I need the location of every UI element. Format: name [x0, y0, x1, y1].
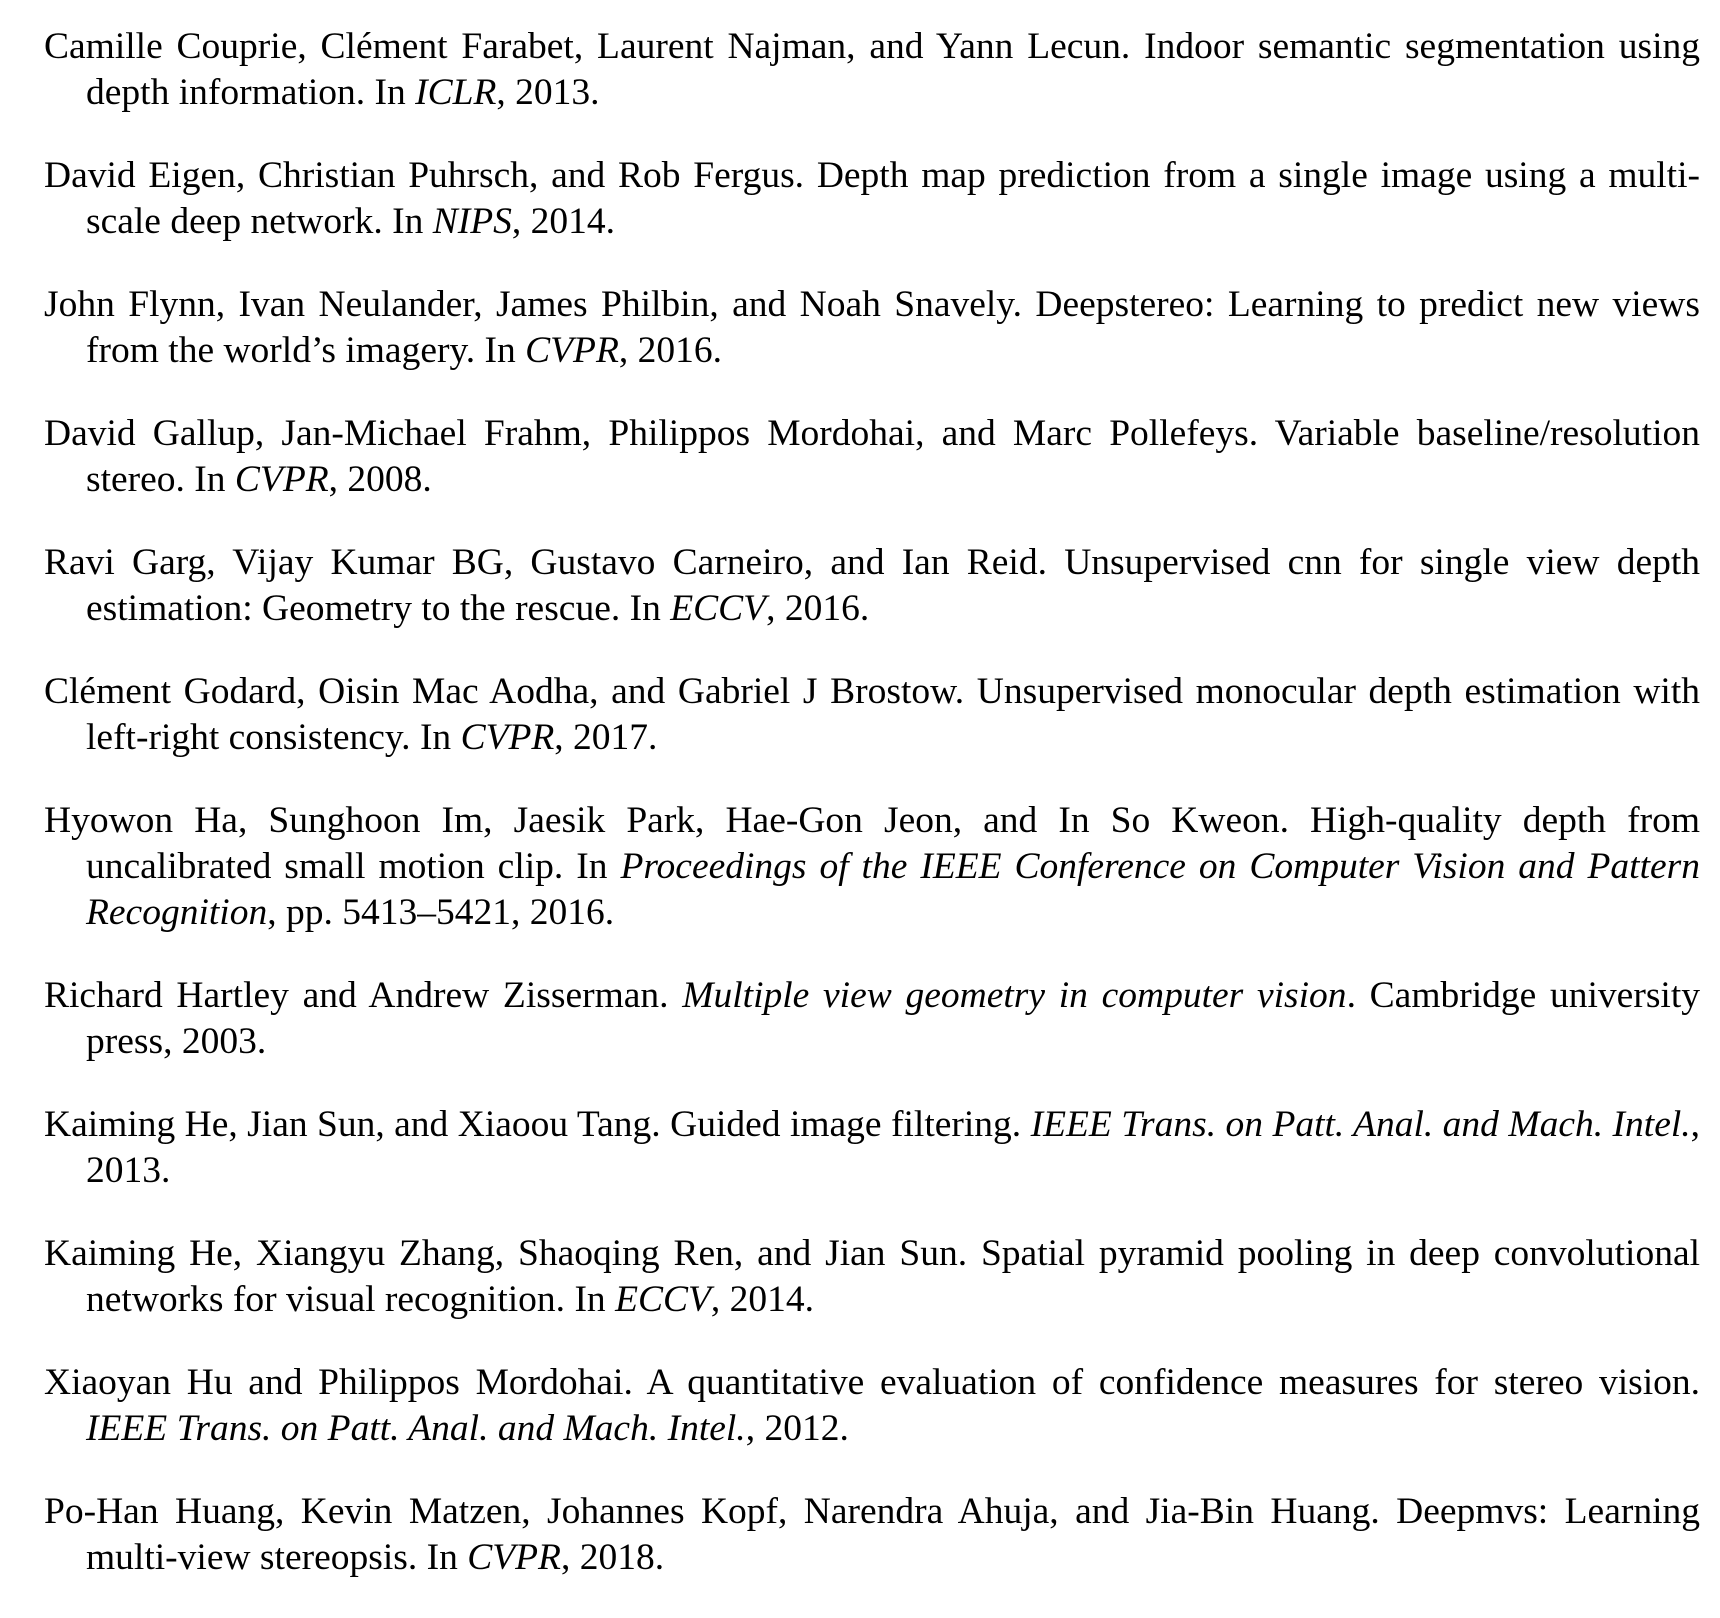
reference-list [44, 24, 1700, 1618]
reference-tail: . Cambridge university press, 2003. [86, 975, 1700, 1062]
reference-in: In [194, 459, 226, 500]
reference-in: In [576, 846, 608, 887]
reference-in: In [574, 1279, 606, 1320]
reference-tail: , 2017. [554, 717, 658, 758]
reference-title: Unsupervised cnn for single view depth estimation: Geometry to the rescue. [86, 542, 1701, 629]
reference-venue: Proceedings of the IEEE Conference on Computer Vision and Pattern Recognition [86, 846, 1700, 933]
reference-authors: Hyowon Ha, Sunghoon Im, Jaesik Park, Hae-Gon Jeon, and In So Kweon. [44, 800, 1289, 841]
reference-authors: David Gallup, Jan-Michael Frahm, Philippos Mordohai, and Marc Pollefeys. [44, 413, 1259, 454]
reference-authors: Kaiming He, Xiangyu Zhang, Shaoqing Ren, and Jian Sun. [44, 1233, 968, 1274]
reference-tail: , 2014. [710, 1279, 815, 1320]
reference-tail: , 2013. [86, 1104, 1701, 1191]
reference-authors: Xiaoyan Hu and Philippos Mordohai. [44, 1362, 633, 1403]
reference-authors: Camille Couprie, Clément Farabet, Laurent Najman, and Yann Lecun. [44, 26, 1131, 67]
reference-tail: , 2013. [496, 72, 600, 113]
reference-title: Guided image filtering. [670, 1104, 1022, 1145]
reference-entry [44, 1231, 1700, 1323]
reference-entry [44, 24, 1700, 116]
reference-title: Variable baseline/resolution stereo. [86, 413, 1700, 500]
reference-tail: , 2012. [745, 1408, 849, 1449]
reference-entry [44, 540, 1700, 632]
reference-authors: Po-Han Huang, Kevin Matzen, Johannes Kopf, Narendra Ahuja, and Jia-Bin Huang. [44, 1491, 1380, 1532]
reference-authors: Ravi Garg, Vijay Kumar BG, Gustavo Carneiro, and Ian Reid. [44, 542, 1047, 583]
reference-authors: Richard Hartley and Andrew Zisserman. [44, 975, 669, 1016]
reference-entry [44, 1489, 1700, 1581]
reference-tail: , 2008. [328, 459, 432, 500]
reference-venue: ECCV [670, 588, 767, 629]
reference-in: In [392, 201, 424, 242]
reference-entry [44, 282, 1700, 374]
reference-venue: Multiple view geometry in computer vision [682, 975, 1347, 1016]
reference-title: A quantitative evaluation of confidence measures for stereo vision. [646, 1362, 1700, 1403]
reference-entry [44, 798, 1700, 936]
reference-in: In [374, 72, 406, 113]
reference-venue: ICLR [415, 72, 497, 113]
reference-entry [44, 411, 1700, 503]
reference-venue: ECCV [615, 1279, 711, 1320]
reference-authors: David Eigen, Christian Puhrsch, and Rob Fergus. [44, 155, 805, 196]
reference-entry [44, 973, 1700, 1065]
reference-tail: , 2018. [560, 1537, 665, 1578]
reference-title: Unsupervised monocular depth estimation with left-right consistency. [86, 671, 1700, 758]
reference-authors: John Flynn, Ivan Neulander, James Philbin, and Noah Snavely. [44, 284, 1022, 325]
reference-title: Deepstereo: Learning to predict new views from the world’s imagery. [86, 284, 1700, 371]
reference-entry [44, 1102, 1700, 1194]
reference-entry [44, 1360, 1700, 1452]
reference-title: High-quality depth from uncalibrated small motion clip. [86, 800, 1700, 887]
reference-authors: Clément Godard, Oisin Mac Aodha, and Gabriel J Brostow. [44, 671, 965, 712]
reference-venue: CVPR [467, 1537, 561, 1578]
reference-in: In [484, 330, 516, 371]
reference-venue: CVPR [234, 459, 329, 500]
reference-title: Indoor semantic segmentation using depth information. [86, 26, 1700, 113]
reference-entry [44, 669, 1700, 761]
reference-in: In [426, 1537, 458, 1578]
reference-venue: IEEE Trans. on Patt. Anal. and Mach. Intel. [1030, 1104, 1691, 1145]
reference-venue: CVPR [460, 717, 555, 758]
reference-venue: IEEE Trans. on Patt. Anal. and Mach. Intel. [86, 1408, 746, 1449]
reference-entry [44, 153, 1700, 245]
reference-title: Spatial pyramid pooling in deep convolutional networks for visual recognition. [86, 1233, 1701, 1320]
reference-title: Deepmvs: Learning multi-view stereopsis. [86, 1491, 1700, 1578]
reference-tail: , 2016. [618, 330, 722, 371]
reference-tail: , pp. 5413–5421, 2016. [267, 892, 615, 933]
reference-title: Depth map prediction from a single image using a multi-scale deep network. [86, 155, 1701, 242]
reference-tail: , 2014. [511, 201, 616, 242]
reference-venue: NIPS [432, 201, 512, 242]
reference-venue: CVPR [525, 330, 619, 371]
reference-tail: , 2016. [766, 588, 870, 629]
reference-in: In [419, 717, 452, 758]
reference-authors: Kaiming He, Jian Sun, and Xiaoou Tang. [44, 1104, 661, 1145]
reference-in: In [629, 588, 661, 629]
